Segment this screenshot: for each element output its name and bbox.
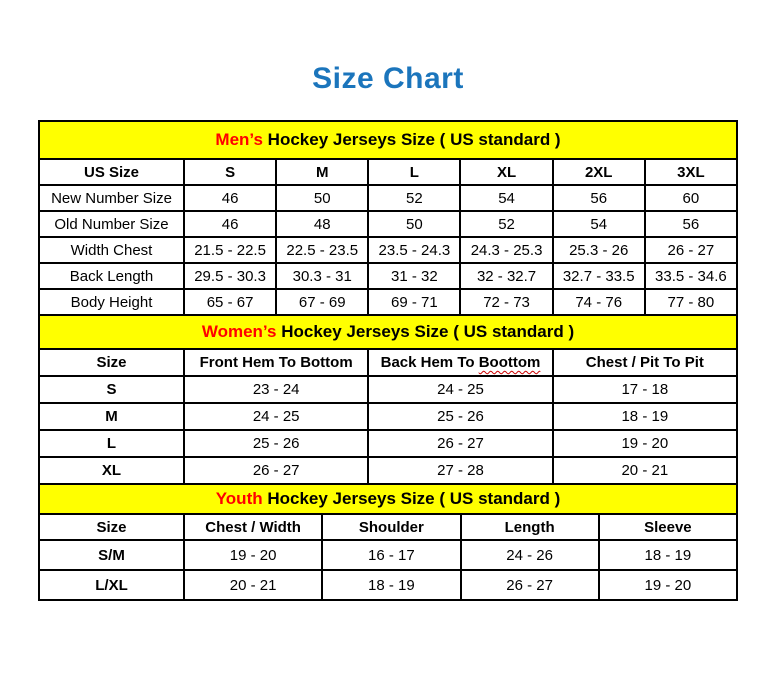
womens-section-caption <box>39 315 737 349</box>
column-header: L <box>368 159 460 185</box>
table-cell: 69 - 71 <box>368 289 460 315</box>
row-label: Width Chest <box>39 237 184 263</box>
table-row <box>39 430 737 457</box>
column-header: Shoulder <box>322 514 460 540</box>
womens-caption-rest: Hockey Jerseys Size ( US standard ) <box>276 322 575 341</box>
youth-size-table <box>38 483 738 601</box>
column-header: 3XL <box>645 159 737 185</box>
table-row <box>39 211 737 237</box>
table-row <box>39 237 737 263</box>
table-cell: 30.3 - 31 <box>276 263 368 289</box>
table-cell: 19 - 20 <box>553 430 737 457</box>
table-cell: 23 - 24 <box>184 376 368 403</box>
table-cell: 16 - 17 <box>322 540 460 570</box>
table-cell: 56 <box>553 185 645 211</box>
row-label: Back Length <box>39 263 184 289</box>
table-cell: 33.5 - 34.6 <box>645 263 737 289</box>
womens-size-table <box>38 314 738 485</box>
table-cell: 60 <box>645 185 737 211</box>
youth-header-row <box>39 514 737 540</box>
row-label: S/M <box>39 540 184 570</box>
column-header: US Size <box>39 159 184 185</box>
misspelled-word-spellcheck-squiggle: Boottom <box>478 354 541 371</box>
table-row <box>39 540 737 570</box>
table-cell: 24 - 25 <box>184 403 368 430</box>
row-label: S <box>39 376 184 403</box>
table-cell: 52 <box>460 211 552 237</box>
column-header: Size <box>39 514 184 540</box>
table-cell: 25 - 26 <box>184 430 368 457</box>
column-header: 2XL <box>553 159 645 185</box>
size-tables-container <box>38 120 738 601</box>
table-cell: 72 - 73 <box>460 289 552 315</box>
table-cell: 20 - 21 <box>184 570 322 600</box>
table-cell: 21.5 - 22.5 <box>184 237 276 263</box>
youth-section-caption <box>39 484 737 514</box>
table-cell: 20 - 21 <box>553 457 737 484</box>
row-label: New Number Size <box>39 185 184 211</box>
row-label: L <box>39 430 184 457</box>
table-cell: 18 - 19 <box>322 570 460 600</box>
womens-caption-cell <box>39 315 737 349</box>
row-label: Body Height <box>39 289 184 315</box>
youth-caption-highlight: Youth <box>215 489 263 508</box>
column-header: M <box>276 159 368 185</box>
column-header: Sleeve <box>599 514 737 540</box>
table-cell: 17 - 18 <box>553 376 737 403</box>
table-cell: 52 <box>368 185 460 211</box>
table-cell: 26 - 27 <box>461 570 599 600</box>
column-header: Length <box>461 514 599 540</box>
row-label: L/XL <box>39 570 184 600</box>
table-cell: 18 - 19 <box>599 540 737 570</box>
table-cell: 77 - 80 <box>645 289 737 315</box>
table-cell: 22.5 - 23.5 <box>276 237 368 263</box>
table-cell: 24 - 26 <box>461 540 599 570</box>
misspelled-header-prefix: Back Hem To <box>380 354 479 371</box>
mens-caption-rest: Hockey Jerseys Size ( US standard ) <box>262 130 561 149</box>
mens-caption-cell <box>39 121 737 159</box>
column-header-misspelled <box>368 349 552 376</box>
table-row <box>39 570 737 600</box>
table-cell: 18 - 19 <box>553 403 737 430</box>
row-label: M <box>39 403 184 430</box>
table-cell: 54 <box>460 185 552 211</box>
mens-section-caption <box>39 121 737 159</box>
womens-caption-highlight: Women’s <box>201 322 277 341</box>
table-row <box>39 185 737 211</box>
table-cell: 26 - 27 <box>645 237 737 263</box>
table-cell: 25 - 26 <box>368 403 552 430</box>
table-row <box>39 263 737 289</box>
column-header: XL <box>460 159 552 185</box>
table-cell: 25.3 - 26 <box>553 237 645 263</box>
table-cell: 32.7 - 33.5 <box>553 263 645 289</box>
table-cell: 23.5 - 24.3 <box>368 237 460 263</box>
column-header: Size <box>39 349 184 376</box>
table-cell: 54 <box>553 211 645 237</box>
table-cell: 67 - 69 <box>276 289 368 315</box>
table-cell: 46 <box>184 211 276 237</box>
table-cell: 56 <box>645 211 737 237</box>
mens-size-table <box>38 120 738 316</box>
table-cell: 48 <box>276 211 368 237</box>
table-row <box>39 457 737 484</box>
table-cell: 26 - 27 <box>368 430 552 457</box>
youth-caption-rest: Hockey Jerseys Size ( US standard ) <box>262 489 561 508</box>
table-cell: 24.3 - 25.3 <box>460 237 552 263</box>
mens-header-row <box>39 159 737 185</box>
table-cell: 27 - 28 <box>368 457 552 484</box>
table-cell: 74 - 76 <box>553 289 645 315</box>
table-cell: 50 <box>276 185 368 211</box>
youth-caption-cell <box>39 484 737 514</box>
table-row <box>39 289 737 315</box>
row-label: XL <box>39 457 184 484</box>
mens-caption-highlight: Men’s <box>215 130 263 149</box>
table-row <box>39 376 737 403</box>
table-row <box>39 403 737 430</box>
table-cell: 50 <box>368 211 460 237</box>
womens-header-row <box>39 349 737 376</box>
column-header: Front Hem To Bottom <box>184 349 368 376</box>
row-label: Old Number Size <box>39 211 184 237</box>
table-cell: 31 - 32 <box>368 263 460 289</box>
table-cell: 24 - 25 <box>368 376 552 403</box>
table-cell: 19 - 20 <box>184 540 322 570</box>
page-title: Size Chart <box>312 62 464 95</box>
table-cell: 26 - 27 <box>184 457 368 484</box>
column-header: S <box>184 159 276 185</box>
table-cell: 32 - 32.7 <box>460 263 552 289</box>
table-cell: 65 - 67 <box>184 289 276 315</box>
table-cell: 19 - 20 <box>599 570 737 600</box>
table-cell: 46 <box>184 185 276 211</box>
column-header: Chest / Pit To Pit <box>553 349 737 376</box>
column-header: Chest / Width <box>184 514 322 540</box>
table-cell: 29.5 - 30.3 <box>184 263 276 289</box>
